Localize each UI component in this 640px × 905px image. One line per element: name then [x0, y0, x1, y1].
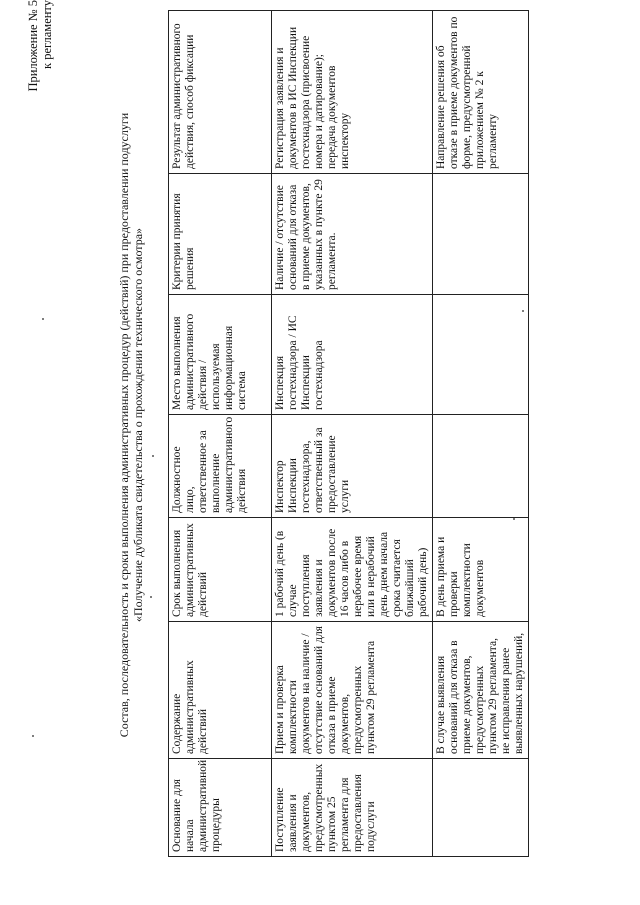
title-line-2: «Получение дубликата свидетельства о прохождении технического осмотра»: [131, 227, 145, 623]
procedures-table: [168, 10, 529, 857]
table-cell: [433, 295, 529, 415]
table-cell: Наличие / отсутствие оснований для отказа в приеме документов, указанных в пункте 29 регламента.: [272, 174, 433, 295]
table-cell: Инспектор Инспекции гостехнадзора, ответственный за предоставление услуги: [272, 415, 433, 518]
header-basis: Основание для начала административной процедуры: [169, 759, 272, 857]
scan-speck: [150, 596, 152, 598]
scan-speck: [513, 518, 515, 520]
title-line-1: Состав, последовательность и сроки выполнения административных процедур (действий) при предоставлении подуслуги: [117, 112, 131, 738]
appendix-reference: к регламенту: [40, 0, 54, 69]
header-result: Результат административного действия, способ фиксации: [169, 11, 272, 174]
table-header-row: [169, 11, 272, 857]
header-content: Содержание административных действий: [169, 622, 272, 759]
table-row: [433, 11, 529, 857]
table-cell: В день приема и проверки комплектности документов: [433, 518, 529, 622]
scan-speck: [152, 455, 154, 457]
appendix-number: Приложение № 5: [26, 0, 40, 92]
table-cell: Направление решения об отказе в приеме документов по форме, предусмотренной приложением № 2 к регламенту: [433, 11, 529, 174]
table-row: [272, 11, 433, 857]
scan-speck: [32, 735, 34, 737]
table-cell: [433, 174, 529, 295]
table-cell: Поступление заявления и документов, предусмотренных пунктом 25 регламента для предоставления подуслуги: [272, 759, 433, 857]
scan-speck: [42, 318, 44, 320]
table-cell: Инспекция гостехнадзора / ИС Инспекции гостехнадзора: [272, 295, 433, 415]
appendix-label: [26, 0, 54, 175]
header-criteria: Критерии принятия решения: [169, 174, 272, 295]
header-official: Должностное лицо, ответственное за выполнение административного действия: [169, 415, 272, 518]
table-cell: [433, 415, 529, 518]
table-cell: 1 рабочий день (в случае поступления заявления и документов после 16 часов либо в нерабочее время или в нерабочий день днем начала срока считается ближайший рабочий день): [272, 518, 433, 622]
table-cell: [433, 759, 529, 857]
scan-speck: [522, 310, 524, 312]
document-title: [117, 65, 145, 785]
table-cell: Регистрация заявления и документов в ИС Инспекции гостехнадзора (присвоение номера и датирование); передача документов инспектору: [272, 11, 433, 174]
header-term: Срок выполнения административных действий: [169, 518, 272, 622]
header-place: Место выполнения административного действия / используемая информационная система: [169, 295, 272, 415]
table-cell: Прием и проверка комплектности документов на наличие / отсутствие оснований для отказа в приеме документов, предусмотренных пунктом 29 регламента: [272, 622, 433, 759]
table-cell: В случае выявления оснований для отказа в приеме документов, предусмотренных пунктом 29 регламента, не исправления ранее выявленных нарушений,: [433, 622, 529, 759]
